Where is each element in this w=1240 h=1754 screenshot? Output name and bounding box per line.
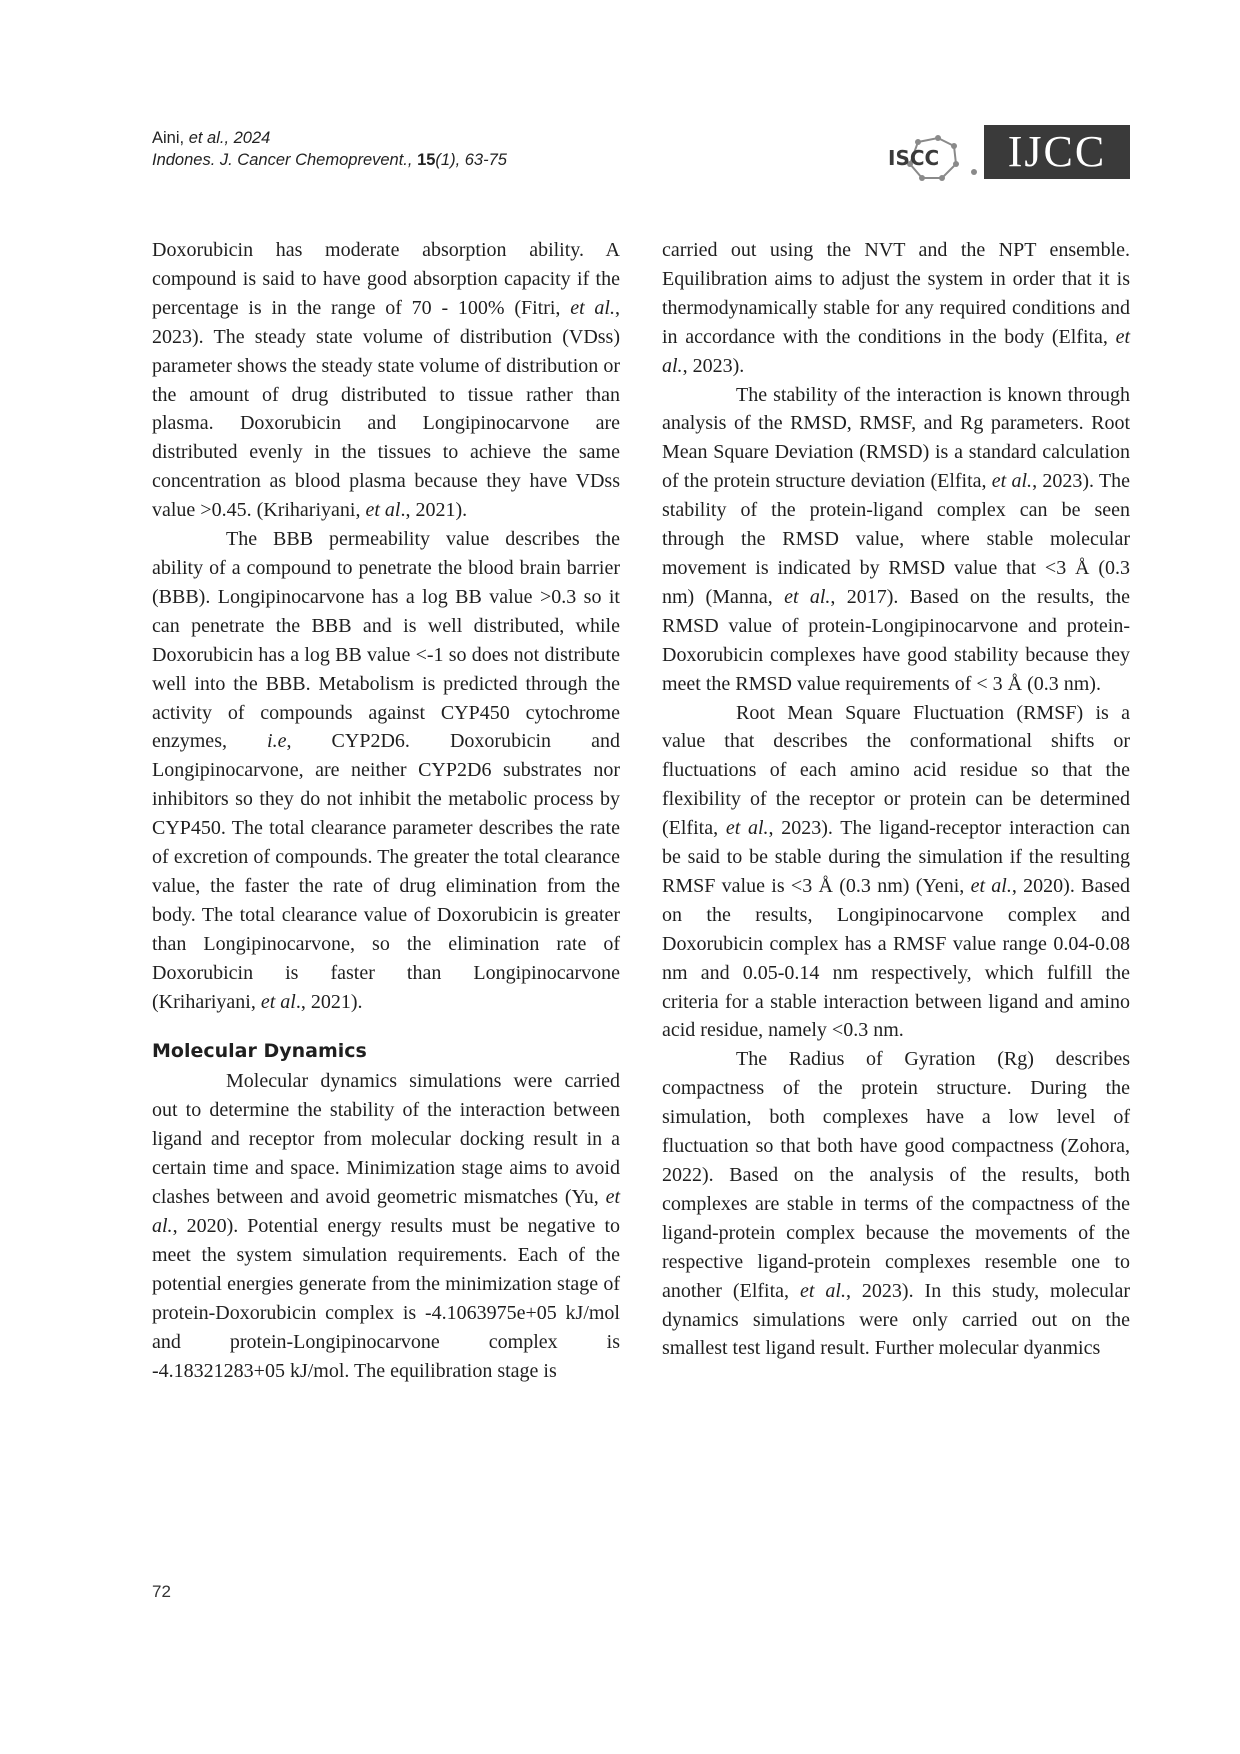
page-number: 72 — [152, 1582, 171, 1601]
paragraph-rmsf: Root Mean Square Fluctuation (RMSF) is a value that describes the conformational shifts or fluctuations of each amino acid residue so that the flexibility of the receptor or protein can be determined (Elfita, et al., 2023). The ligand-receptor interaction can be said to be stable during the simulation if the resulting RMSF value is <3 Å (0.3 nm) (Yeni, et al., 2020). Based on the results, Longipinocarvone complex and Doxorubicin complex has a RMSF value range 0.04-0.08 nm and 0.05-0.14 nm respectively, which fulfill the criteria for a stable interaction between ligand and amino acid residue, namely <0.3 nm. — [662, 701, 1130, 1042]
section-heading-molecular-dynamics: Molecular Dynamics — [152, 1040, 367, 1063]
running-header — [152, 127, 507, 171]
header-citation-line: Aini, et al., 2024 — [152, 129, 271, 147]
paragraph-rmsd: The stability of the interaction is known through analysis of the RMSD, RMSF, and Rg parameters. Root Mean Square Deviation (RMSD) is a standard calculation of the protein structure deviation (Elfita, et al., 2023). The stability of the protein-ligand complex can be seen through the RMSD value, where stable molecular movement is indicated by RMSD value that <3 Å (0.3 nm) (Manna, et al., 2017). Based on the results, the RMSD value of protein-Longipinocarvone and protein-Doxorubicin complexes have good stability because they meet the RMSD value requirements of < 3 Å (0.3 nm). — [662, 383, 1130, 695]
ijcc-logo-text: IJCC — [984, 125, 1130, 179]
paragraph-md-simulations: Molecular dynamics simulations were carried out to determine the stability of the interaction between ligand and receptor from molecular docking result in a certain time and space. Minimization stage aims to avoid clashes between and avoid geometric mismatches (Yu, et al., 2020). Potential energy results must be negative to meet the system simulation requirements. Each of the potential energies generate from the minimization stage of protein-Doxorubicin complex is -4.1063975e+05 kJ/mol and protein-Longipinocarvone complex is -4.18321283+05 kJ/mol. The equilibration stage is — [152, 1070, 620, 1382]
svg-text:ISCC: ISCC — [888, 146, 940, 170]
right-column — [662, 236, 1130, 1363]
journal-logo — [886, 124, 1130, 190]
left-column — [152, 236, 620, 1385]
iscc-logo — [886, 134, 981, 184]
paragraph-bbb-permeability: The BBB permeability value describes the ability of a compound to penetrate the blood brain barrier (BBB). Longipinocarvone has a log BB value >0.3 so it can penetrate the BBB and is well distributed, while Doxorubicin has a log BB value <-1 so does not distribute well into the BBB. Metabolism is predicted through the activity of compounds against CYP450 cytochrome enzymes, i.e, CYP2D6. Doxorubicin and Longipinocarvone, are neither CYP2D6 substrates nor inhibitors so they do not inhibit the metabolic process by CYP450. The total clearance parameter describes the rate of excretion of compounds. The greater the total clearance value, the faster the rate of drug elimination from the body. The total clearance value of Doxorubicin is greater than Longipinocarvone, so the elimination rate of Doxorubicin is faster than Longipinocarvone (Krihariyani, et al., 2021). — [152, 528, 620, 1013]
paragraph-absorption: Doxorubicin has moderate absorption ability. A compound is said to have good absorption capacity if the percentage is in the range of 70 - 100% (Fitri, et al., 2023). The steady state volume of distribution (VDss) parameter shows the steady state volume of distribution or the amount of drug distributed to tissue rather than plasma. Doxorubicin and Longipinocarvone are distributed evenly in the tissues to achieve the same concentration as blood plasma because they have VDss value >0.45. (Krihariyani, et al., 2021). — [152, 239, 620, 522]
iscc-molecule-icon — [886, 134, 981, 184]
paragraph-radius-of-gyration: The Radius of Gyration (Rg) describes compactness of the protein structure. During the simulation, both complexes have a low level of fluctuation so that both have good compactness (Zohora, 2022). Based on the analysis of the results, both complexes are stable in terms of the compactness of the ligand-protein complex because the movements of the respective ligand-protein complexes resemble one to another (Elfita, et al., 2023). In this study, molecular dynamics simulations were only carried out on the smallest test ligand result. Further molecular dyanmics — [662, 1048, 1130, 1360]
paragraph-equilibration: carried out using the NVT and the NPT ensemble. Equilibration aims to adjust the system in order that it is thermodynamically stable for any required conditions and in accordance with the conditions in the body (Elfita, et al., 2023). — [662, 239, 1130, 377]
header-journal-line: Indones. J. Cancer Chemoprevent., 15(1), 63-75 — [152, 151, 507, 169]
